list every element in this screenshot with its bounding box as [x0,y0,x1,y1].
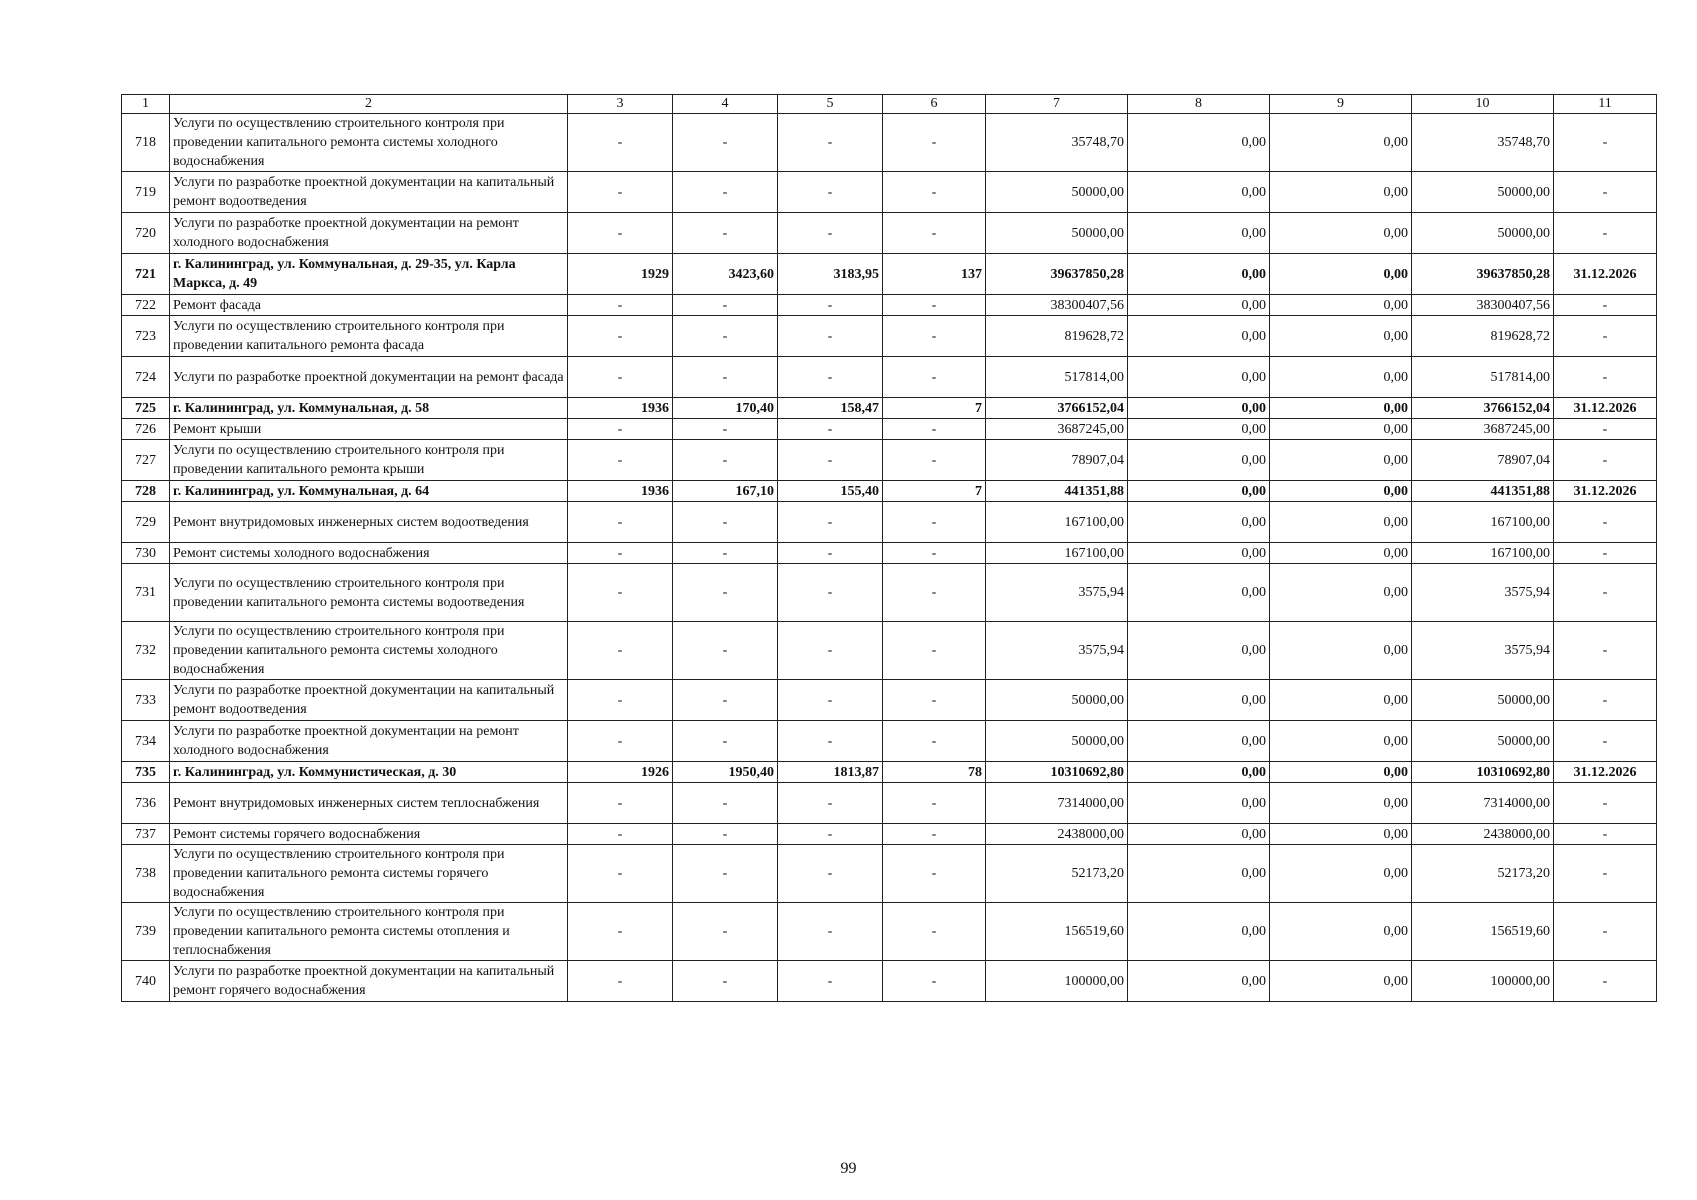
fund-regional: 0,00 [1128,824,1270,845]
area-living: 3183,95 [778,254,883,295]
cost-total: 167100,00 [986,502,1128,543]
area-total: 167,10 [673,481,778,502]
deadline: - [1554,824,1657,845]
fund-local: 0,00 [1270,172,1412,213]
fund-owners: 441351,88 [1412,481,1554,502]
fund-local: 0,00 [1270,622,1412,680]
fund-local: 0,00 [1270,419,1412,440]
header-cell: 4 [673,95,778,114]
row-number: 736 [122,783,170,824]
work-row [122,502,1657,543]
area-living: 155,40 [778,481,883,502]
row-number: 729 [122,502,170,543]
fund-regional: 0,00 [1128,564,1270,622]
cost-total: 819628,72 [986,316,1128,357]
cost-total: 100000,00 [986,961,1128,1002]
fund-regional: 0,00 [1128,295,1270,316]
fund-owners: 39637850,28 [1412,254,1554,295]
cost-total: 39637850,28 [986,254,1128,295]
area-living: - [778,845,883,903]
residents: - [883,172,986,213]
work-row [122,622,1657,680]
description: Услуги по осуществлению строительного контроля при проведении капитального ремонта системы холодного водоснабжения [170,114,568,172]
year-built: - [568,903,673,961]
area-living: - [778,502,883,543]
description: г. Калининград, ул. Коммунальная, д. 58 [170,398,568,419]
work-row [122,213,1657,254]
header-cell: 7 [986,95,1128,114]
year-built: - [568,783,673,824]
area-living: - [778,721,883,762]
description: г. Калининград, ул. Коммунистическая, д. 30 [170,762,568,783]
area-living: - [778,316,883,357]
row-number: 734 [122,721,170,762]
fund-local: 0,00 [1270,295,1412,316]
fund-regional: 0,00 [1128,316,1270,357]
work-row [122,316,1657,357]
fund-owners: 167100,00 [1412,502,1554,543]
row-number: 738 [122,845,170,903]
description: Услуги по разработке проектной документации на ремонт холодного водоснабжения [170,213,568,254]
cost-total: 167100,00 [986,543,1128,564]
fund-local: 0,00 [1270,440,1412,481]
cost-total: 50000,00 [986,172,1128,213]
row-number: 726 [122,419,170,440]
fund-owners: 35748,70 [1412,114,1554,172]
deadline: 31.12.2026 [1554,398,1657,419]
residents: - [883,564,986,622]
area-living: - [778,824,883,845]
deadline: - [1554,502,1657,543]
residents: 78 [883,762,986,783]
row-number: 724 [122,357,170,398]
area-living: - [778,543,883,564]
cost-total: 50000,00 [986,721,1128,762]
year-built: 1936 [568,481,673,502]
area-total: - [673,295,778,316]
description: Услуги по осуществлению строительного контроля при проведении капитального ремонта системы горячего водоснабжения [170,845,568,903]
residents: - [883,903,986,961]
description: Ремонт крыши [170,419,568,440]
row-number: 720 [122,213,170,254]
fund-owners: 50000,00 [1412,721,1554,762]
fund-regional: 0,00 [1128,502,1270,543]
description: Услуги по осуществлению строительного контроля при проведении капитального ремонта фасада [170,316,568,357]
work-row [122,903,1657,961]
fund-owners: 517814,00 [1412,357,1554,398]
year-built: - [568,295,673,316]
work-row [122,172,1657,213]
fund-regional: 0,00 [1128,440,1270,481]
year-built: 1936 [568,398,673,419]
fund-local: 0,00 [1270,903,1412,961]
fund-owners: 3575,94 [1412,564,1554,622]
residents: - [883,680,986,721]
header-cell: 1 [122,95,170,114]
work-row [122,419,1657,440]
fund-regional: 0,00 [1128,172,1270,213]
area-total: 170,40 [673,398,778,419]
year-built: 1929 [568,254,673,295]
address-row [122,254,1657,295]
work-row [122,357,1657,398]
work-row [122,114,1657,172]
year-built: - [568,961,673,1002]
fund-owners: 7314000,00 [1412,783,1554,824]
year-built: - [568,440,673,481]
area-total: - [673,961,778,1002]
deadline: - [1554,961,1657,1002]
fund-owners: 167100,00 [1412,543,1554,564]
year-built: - [568,502,673,543]
description: Ремонт внутридомовых инженерных систем теплоснабжения [170,783,568,824]
area-living: - [778,440,883,481]
description: Услуги по осуществлению строительного контроля при проведении капитального ремонта крыши [170,440,568,481]
row-number: 728 [122,481,170,502]
cost-total: 441351,88 [986,481,1128,502]
row-number: 735 [122,762,170,783]
row-number: 733 [122,680,170,721]
fund-local: 0,00 [1270,824,1412,845]
fund-local: 0,00 [1270,254,1412,295]
description: Услуги по осуществлению строительного контроля при проведении капитального ремонта системы отопления и теплоснабжения [170,903,568,961]
year-built: - [568,357,673,398]
fund-regional: 0,00 [1128,680,1270,721]
residents: - [883,316,986,357]
fund-local: 0,00 [1270,721,1412,762]
area-total: - [673,845,778,903]
year-built: - [568,213,673,254]
description: Ремонт системы холодного водоснабжения [170,543,568,564]
cost-total: 3575,94 [986,622,1128,680]
fund-regional: 0,00 [1128,543,1270,564]
address-row [122,398,1657,419]
fund-owners: 2438000,00 [1412,824,1554,845]
residents: 7 [883,398,986,419]
deadline: - [1554,114,1657,172]
description: Ремонт системы горячего водоснабжения [170,824,568,845]
residents: - [883,440,986,481]
fund-regional: 0,00 [1128,481,1270,502]
work-row [122,543,1657,564]
deadline: - [1554,357,1657,398]
deadline: - [1554,440,1657,481]
fund-regional: 0,00 [1128,398,1270,419]
fund-owners: 156519,60 [1412,903,1554,961]
year-built: - [568,172,673,213]
year-built: - [568,543,673,564]
area-living: - [778,903,883,961]
cost-total: 517814,00 [986,357,1128,398]
cost-total: 2438000,00 [986,824,1128,845]
header-cell: 9 [1270,95,1412,114]
area-total: - [673,903,778,961]
fund-local: 0,00 [1270,845,1412,903]
description: Услуги по разработке проектной документации на капитальный ремонт водоотведения [170,680,568,721]
fund-owners: 3766152,04 [1412,398,1554,419]
work-row [122,721,1657,762]
area-total: - [673,114,778,172]
year-built: - [568,419,673,440]
residents: - [883,622,986,680]
header-cell: 3 [568,95,673,114]
row-number: 723 [122,316,170,357]
deadline: - [1554,721,1657,762]
area-living: 158,47 [778,398,883,419]
fund-local: 0,00 [1270,213,1412,254]
fund-regional: 0,00 [1128,213,1270,254]
deadline: - [1554,316,1657,357]
row-number: 725 [122,398,170,419]
area-total: - [673,419,778,440]
area-living: - [778,622,883,680]
deadline: - [1554,680,1657,721]
cost-total: 38300407,56 [986,295,1128,316]
cost-total: 10310692,80 [986,762,1128,783]
area-total: - [673,213,778,254]
area-total: - [673,543,778,564]
area-total: - [673,824,778,845]
header-cell: 6 [883,95,986,114]
work-row [122,564,1657,622]
residents: - [883,845,986,903]
address-row [122,762,1657,783]
description: Услуги по осуществлению строительного контроля при проведении капитального ремонта системы водоотведения [170,564,568,622]
fund-owners: 78907,04 [1412,440,1554,481]
cost-total: 78907,04 [986,440,1128,481]
fund-local: 0,00 [1270,680,1412,721]
area-total: - [673,622,778,680]
area-total: - [673,783,778,824]
header-cell: 8 [1128,95,1270,114]
fund-regional: 0,00 [1128,114,1270,172]
row-number: 731 [122,564,170,622]
work-row [122,961,1657,1002]
fund-regional: 0,00 [1128,845,1270,903]
year-built: 1926 [568,762,673,783]
cost-total: 7314000,00 [986,783,1128,824]
fund-regional: 0,00 [1128,419,1270,440]
area-total: 1950,40 [673,762,778,783]
address-row [122,481,1657,502]
fund-local: 0,00 [1270,357,1412,398]
deadline: - [1554,419,1657,440]
year-built: - [568,845,673,903]
area-total: - [673,440,778,481]
fund-owners: 3575,94 [1412,622,1554,680]
fund-owners: 38300407,56 [1412,295,1554,316]
fund-local: 0,00 [1270,114,1412,172]
deadline: - [1554,543,1657,564]
area-living: - [778,783,883,824]
area-living: - [778,564,883,622]
row-number: 732 [122,622,170,680]
fund-local: 0,00 [1270,762,1412,783]
work-row [122,295,1657,316]
year-built: - [568,316,673,357]
work-row [122,845,1657,903]
area-total: - [673,680,778,721]
row-number: 740 [122,961,170,1002]
work-row [122,824,1657,845]
area-total: - [673,316,778,357]
fund-owners: 50000,00 [1412,213,1554,254]
fund-local: 0,00 [1270,961,1412,1002]
description: Ремонт внутридомовых инженерных систем водоотведения [170,502,568,543]
deadline: 31.12.2026 [1554,762,1657,783]
header-cell: 10 [1412,95,1554,114]
row-number: 721 [122,254,170,295]
cost-total: 52173,20 [986,845,1128,903]
residents: - [883,824,986,845]
cost-total: 3766152,04 [986,398,1128,419]
deadline: 31.12.2026 [1554,481,1657,502]
cost-total: 3687245,00 [986,419,1128,440]
description: Услуги по осуществлению строительного контроля при проведении капитального ремонта системы холодного водоснабжения [170,622,568,680]
residents: 7 [883,481,986,502]
header-cell: 2 [170,95,568,114]
deadline: - [1554,783,1657,824]
deadline: - [1554,845,1657,903]
area-living: - [778,172,883,213]
fund-local: 0,00 [1270,543,1412,564]
description: Услуги по разработке проектной документации на ремонт холодного водоснабжения [170,721,568,762]
fund-regional: 0,00 [1128,357,1270,398]
deadline: - [1554,903,1657,961]
fund-local: 0,00 [1270,564,1412,622]
table-body [122,95,1657,1002]
works-table [121,94,1657,1002]
area-total: 3423,60 [673,254,778,295]
page-number: 99 [840,1160,857,1177]
row-number: 730 [122,543,170,564]
fund-owners: 52173,20 [1412,845,1554,903]
cost-total: 35748,70 [986,114,1128,172]
area-living: 1813,87 [778,762,883,783]
fund-owners: 819628,72 [1412,316,1554,357]
year-built: - [568,622,673,680]
row-number: 727 [122,440,170,481]
fund-regional: 0,00 [1128,903,1270,961]
fund-local: 0,00 [1270,502,1412,543]
fund-regional: 0,00 [1128,762,1270,783]
year-built: - [568,824,673,845]
fund-regional: 0,00 [1128,721,1270,762]
area-total: - [673,721,778,762]
area-living: - [778,961,883,1002]
header-cell: 11 [1554,95,1657,114]
cost-total: 156519,60 [986,903,1128,961]
cost-total: 3575,94 [986,564,1128,622]
year-built: - [568,564,673,622]
deadline: - [1554,564,1657,622]
residents: - [883,543,986,564]
fund-regional: 0,00 [1128,622,1270,680]
area-living: - [778,295,883,316]
fund-owners: 50000,00 [1412,680,1554,721]
work-row [122,783,1657,824]
area-living: - [778,357,883,398]
fund-owners: 3687245,00 [1412,419,1554,440]
cost-total: 50000,00 [986,680,1128,721]
description: г. Калининград, ул. Коммунальная, д. 64 [170,481,568,502]
residents: - [883,357,986,398]
fund-regional: 0,00 [1128,783,1270,824]
fund-local: 0,00 [1270,316,1412,357]
area-living: - [778,114,883,172]
fund-local: 0,00 [1270,481,1412,502]
year-built: - [568,680,673,721]
area-total: - [673,357,778,398]
description: Услуги по разработке проектной документации на ремонт фасада [170,357,568,398]
residents: - [883,502,986,543]
fund-local: 0,00 [1270,783,1412,824]
fund-owners: 10310692,80 [1412,762,1554,783]
description: Ремонт фасада [170,295,568,316]
row-number: 739 [122,903,170,961]
residents: 137 [883,254,986,295]
fund-local: 0,00 [1270,398,1412,419]
area-total: - [673,564,778,622]
header-row [122,95,1657,114]
description: Услуги по разработке проектной документации на капитальный ремонт горячего водоснабжения [170,961,568,1002]
area-total: - [673,172,778,213]
work-row [122,440,1657,481]
residents: - [883,961,986,1002]
year-built: - [568,114,673,172]
fund-owners: 50000,00 [1412,172,1554,213]
area-living: - [778,213,883,254]
area-living: - [778,419,883,440]
description: Услуги по разработке проектной документации на капитальный ремонт водоотведения [170,172,568,213]
residents: - [883,419,986,440]
deadline: - [1554,622,1657,680]
fund-regional: 0,00 [1128,961,1270,1002]
deadline: - [1554,172,1657,213]
deadline: - [1554,295,1657,316]
residents: - [883,721,986,762]
residents: - [883,783,986,824]
row-number: 737 [122,824,170,845]
row-number: 718 [122,114,170,172]
deadline: - [1554,213,1657,254]
description: г. Калининград, ул. Коммунальная, д. 29-35, ул. Карла Маркса, д. 49 [170,254,568,295]
year-built: - [568,721,673,762]
row-number: 719 [122,172,170,213]
area-total: - [673,502,778,543]
work-row [122,680,1657,721]
deadline: 31.12.2026 [1554,254,1657,295]
header-cell: 5 [778,95,883,114]
area-living: - [778,680,883,721]
cost-total: 50000,00 [986,213,1128,254]
residents: - [883,295,986,316]
residents: - [883,213,986,254]
residents: - [883,114,986,172]
row-number: 722 [122,295,170,316]
fund-regional: 0,00 [1128,254,1270,295]
fund-owners: 100000,00 [1412,961,1554,1002]
